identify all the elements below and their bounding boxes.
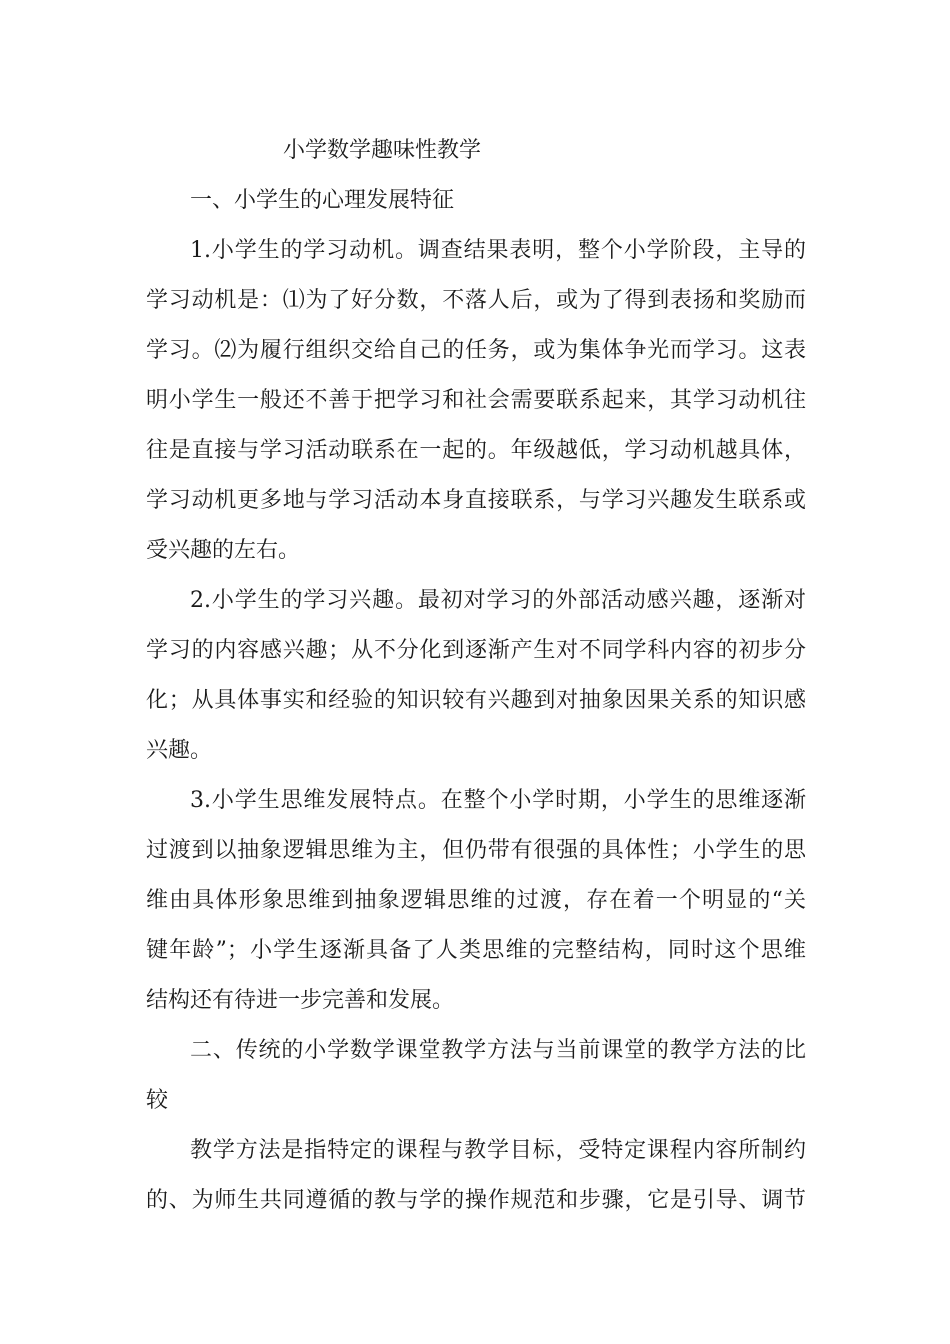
- paragraph-line: 键年龄”；小学生逐渐具备了人类思维的完整结构，同时这个思维: [146, 938, 806, 963]
- paragraph-line: 3.小学生思维发展特点。在整个小学时期，小学生的思维逐渐: [190, 788, 806, 813]
- paragraph-line: 过渡到以抽象逻辑思维为主，但仍带有很强的具体性；小学生的思: [146, 838, 806, 863]
- paragraph-line: 维由具体形象思维到抽象逻辑思维的过渡，存在着一个明显的“关: [146, 888, 806, 913]
- paragraph-line: 结构还有待进一步完善和发展。: [146, 988, 455, 1013]
- document-title: 小学数学趣味性教学: [283, 138, 482, 163]
- paragraph-line: 受兴趣的左右。: [146, 538, 301, 563]
- paragraph-line: 学习动机更多地与学习活动本身直接联系，与学习兴趣发生联系或: [146, 488, 806, 513]
- paragraph-line: 学习动机是：⑴为了好分数，不落人后，或为了得到表扬和奖励而: [146, 288, 806, 313]
- section-heading-2: 二、传统的小学数学课堂教学方法与当前课堂的教学方法的比: [190, 1038, 806, 1063]
- section-heading-2-cont: 较: [146, 1088, 169, 1113]
- paragraph-line: 2.小学生的学习兴趣。最初对学习的外部活动感兴趣，逐渐对: [190, 588, 806, 613]
- paragraph-line: 学习的内容感兴趣；从不分化到逐渐产生对不同学科内容的初步分: [146, 638, 806, 663]
- paragraph-line: 明小学生一般还不善于把学习和社会需要联系起来，其学习动机往: [146, 388, 806, 413]
- paragraph-line: 学习。⑵为履行组织交给自己的任务，或为集体争光而学习。这表: [146, 338, 806, 363]
- paragraph-line: 化；从具体事实和经验的知识较有兴趣到对抽象因果关系的知识感: [146, 688, 806, 713]
- paragraph-line: 的、为师生共同遵循的教与学的操作规范和步骤，它是引导、调节: [146, 1188, 806, 1213]
- paragraph-line: 往是直接与学习活动联系在一起的。年级越低，学习动机越具体，: [146, 438, 806, 463]
- section-heading-1: 一、小学生的心理发展特征: [190, 188, 455, 213]
- paragraph-line: 兴趣。: [146, 738, 213, 763]
- paragraph-line: 1.小学生的学习动机。调查结果表明，整个小学阶段，主导的: [190, 238, 806, 263]
- paragraph-line: 教学方法是指特定的课程与教学目标，受特定课程内容所制约: [190, 1138, 806, 1163]
